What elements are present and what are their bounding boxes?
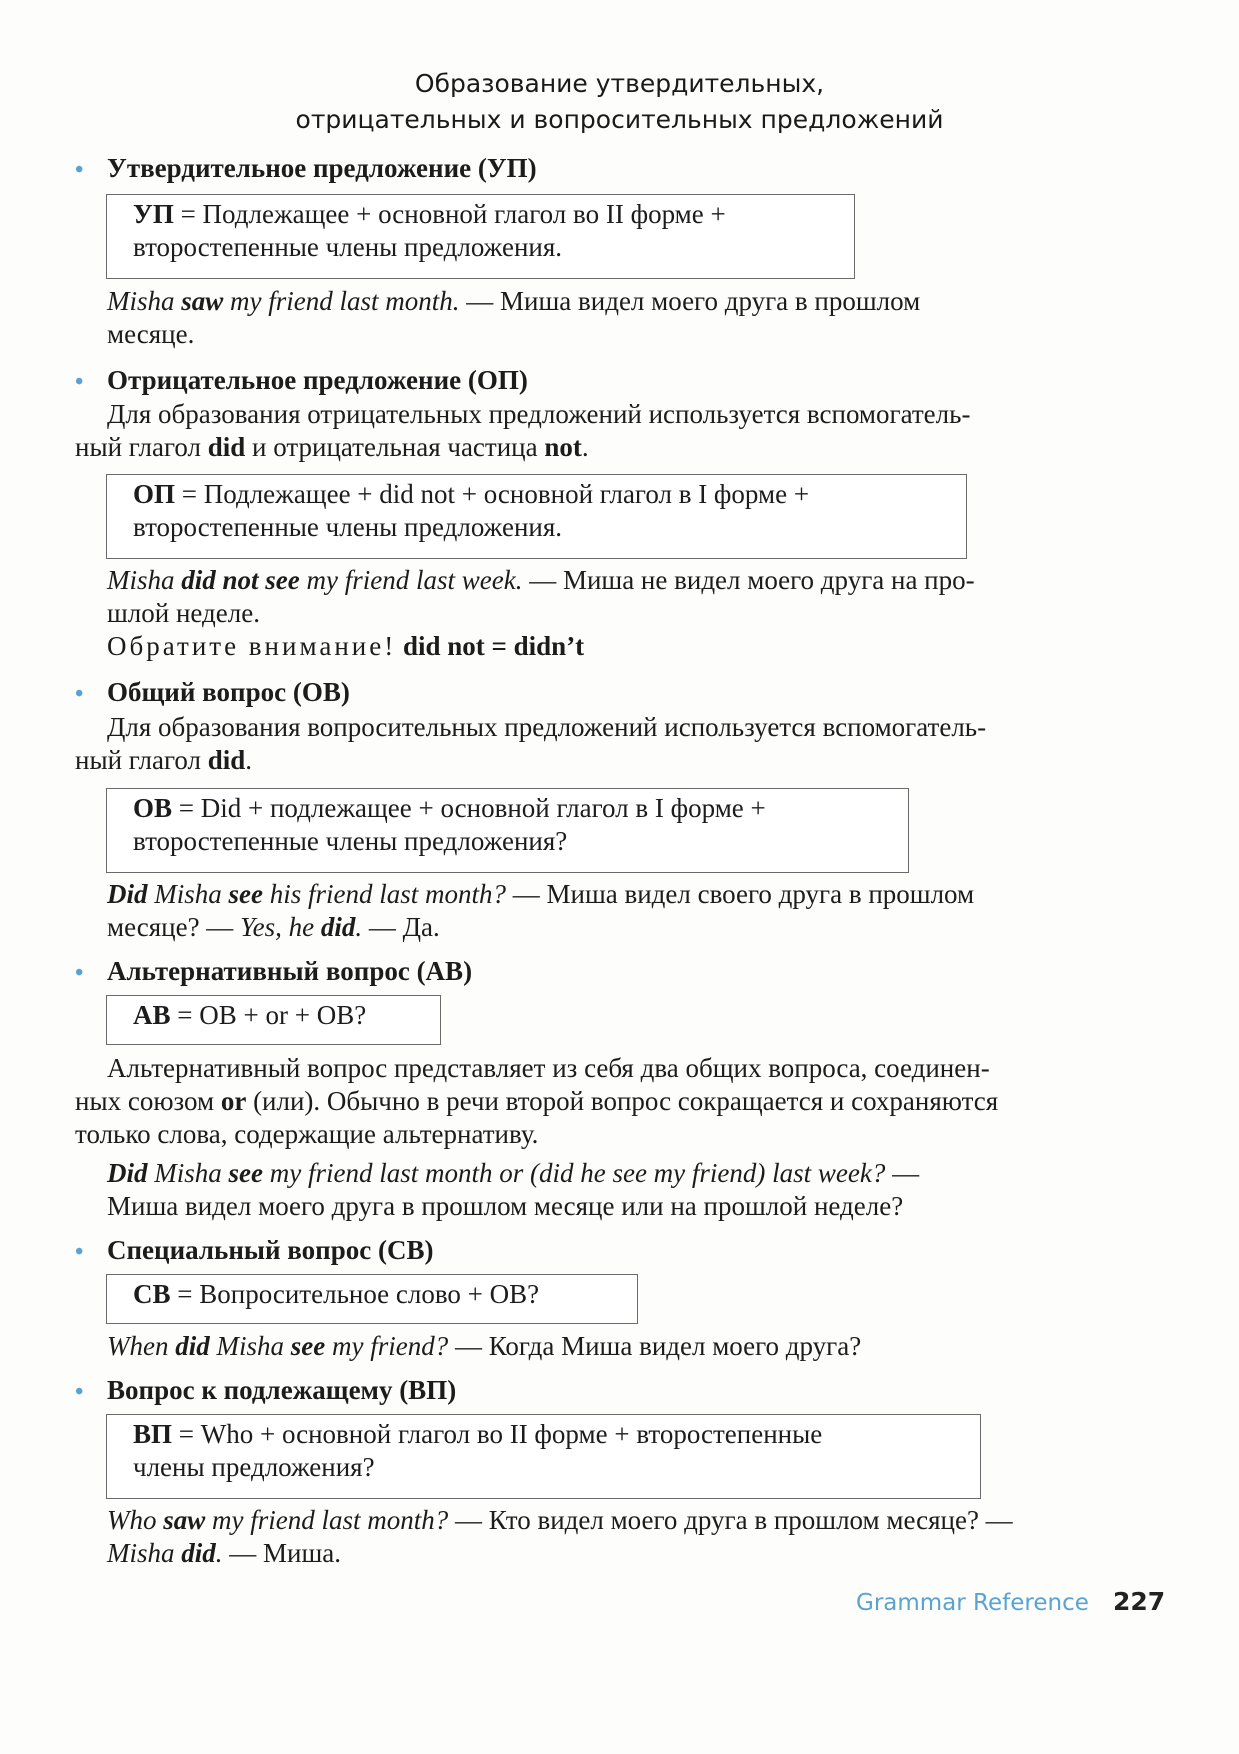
example-ov: Did Misha see his friend last month? — Миша видел своего друга в прошлом месяце? — Yes, he did. — Да. <box>107 879 975 942</box>
section-heading-up: • Утвердительное предложение (УП) <box>75 152 537 186</box>
description-op: Для образования отрицательных предложений используется вспомогатель- ный глагол did и отрицательная частица not. <box>75 399 971 462</box>
bullet-icon: • <box>75 1379 84 1405</box>
footer-section-label: Grammar Reference <box>856 1590 1089 1616</box>
title-line-1: Образование утвердительных, <box>414 69 825 98</box>
bullet-icon: • <box>75 369 84 395</box>
formula-box-av: АВ = ОВ + or + ОВ? <box>106 995 441 1045</box>
formula-abbr: ОВ <box>133 793 173 823</box>
note-label: Обратите внимание! <box>107 631 397 661</box>
example-vp: Who saw my friend last month? — Кто видел моего друга в прошлом месяце? — Misha did. — Миша. <box>107 1505 1013 1568</box>
example-sv: When did Misha see my friend? — Когда Миша видел моего друга? <box>107 1331 862 1361</box>
formula-box-up: УП = Подлежащее + основной глагол во II форме + второстепенные члены предложения. <box>106 194 855 279</box>
bullet-icon: • <box>75 157 84 183</box>
section-heading-av: • Альтернативный вопрос (АВ) <box>75 955 472 989</box>
formula-box-vp: ВП = Who + основной глагол во II форме + второстепенные члены предложения? <box>106 1414 981 1499</box>
example-up: Misha saw my friend last month. — Миша видел моего друга в прошлом месяце. <box>107 286 921 349</box>
section-heading-vp: • Вопрос к подлежащему (ВП) <box>75 1374 456 1408</box>
page-title <box>0 66 1239 138</box>
page-number: 227 <box>1113 1587 1166 1616</box>
formula-abbr: АВ <box>133 1000 171 1030</box>
description-av: Альтернативный вопрос представляет из себя два общих вопроса, соединен- ных союзом or (или). Обычно в речи второй вопрос сокращается и сохраняются только слова, содержащие альтернативу. <box>75 1053 999 1149</box>
title-line-2: отрицательных и вопросительных предложений <box>295 105 944 134</box>
formula-abbr: ВП <box>133 1419 173 1449</box>
formula-box-ov: ОВ = Did + подлежащее + основной глагол в I форме + второстепенные члены предложения? <box>106 788 909 873</box>
bullet-icon: • <box>75 960 84 986</box>
formula-abbr: СВ <box>133 1279 171 1309</box>
description-ov: Для образования вопросительных предложений используется вспомогатель- ный глагол did. <box>75 712 987 775</box>
section-heading-ov: • Общий вопрос (ОВ) <box>75 676 350 710</box>
formula-abbr: ОП <box>133 479 176 509</box>
formula-box-sv: СВ = Вопросительное слово + ОВ? <box>106 1274 638 1324</box>
formula-box-op: ОП = Подлежащее + did not + основной глагол в I форме + второстепенные члены предложения. <box>106 474 967 559</box>
bullet-icon: • <box>75 1239 84 1265</box>
section-heading-op: • Отрицательное предложение (ОП) <box>75 364 528 398</box>
formula-abbr: УП <box>133 199 174 229</box>
section-heading-sv: • Специальный вопрос (СВ) <box>75 1234 433 1268</box>
bullet-icon: • <box>75 681 84 707</box>
example-op: Misha did not see my friend last week. — Миша не видел моего друга на про- шлой неделе. Обратите внимание! did not = didn’t <box>107 565 975 661</box>
example-av: Did Misha see my friend last month or (did he see my friend) last week? — Миша видел моего друга в прошлом месяце или на прошлой неделе? <box>107 1158 920 1221</box>
